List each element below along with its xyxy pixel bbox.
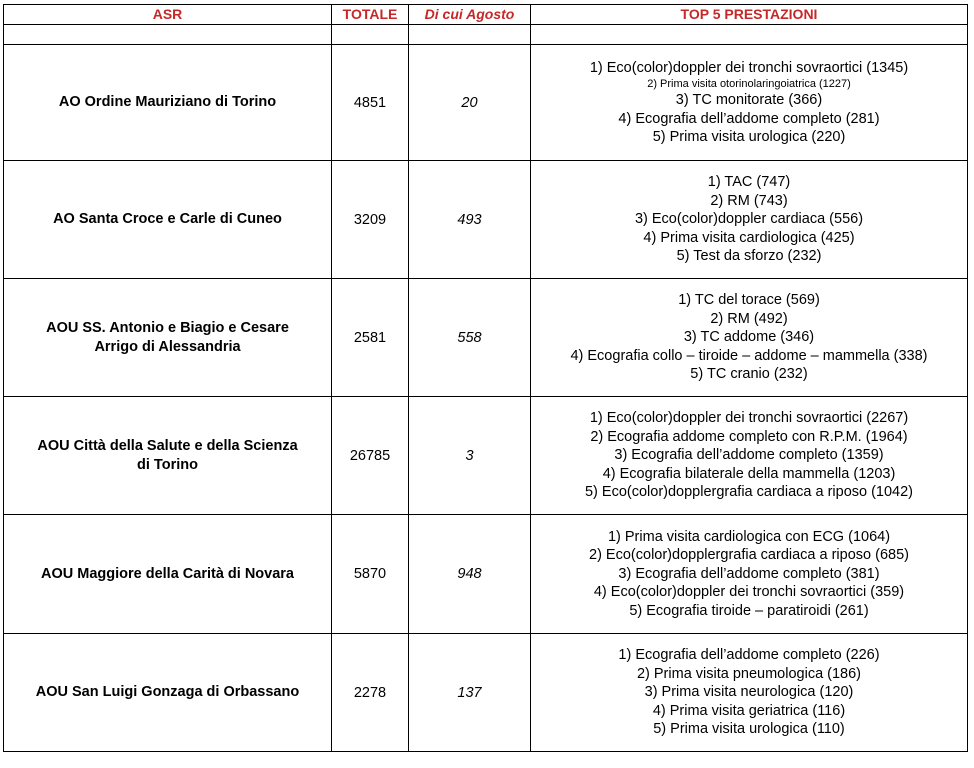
- asr-name-cell: [4, 45, 332, 161]
- asr-name-line: AOU SS. Antonio e Biagio e Cesare: [46, 319, 289, 336]
- top5-cell: [531, 515, 968, 634]
- header-asr: ASR: [4, 5, 332, 25]
- top5-cell: [531, 279, 968, 397]
- spacer-cell: [531, 25, 968, 45]
- prestazione-item: 4) Ecografia bilaterale della mammella (1203): [602, 465, 896, 482]
- prestazione-item: 1) TC del torace (569): [678, 292, 820, 309]
- prestazione-item: 5) Ecografia tiroide – paratiroidi (261): [629, 602, 869, 619]
- prestazione-item: 5) Eco(color)dopplergrafia cardiaca a riposo (1042): [584, 484, 914, 501]
- prestazione-item: 4) Prima visita geriatrica (116): [652, 702, 846, 719]
- spacer-cell: [409, 25, 531, 45]
- asr-name-cell: [4, 515, 332, 634]
- top5-cell: [531, 45, 968, 161]
- agosto-cell: 493: [409, 161, 531, 279]
- header-agosto: Di cui Agosto: [409, 5, 531, 25]
- spacer-cell: [4, 25, 332, 45]
- agosto-cell: 137: [409, 634, 531, 752]
- prestazione-item: 5) Prima visita urologica (110): [653, 721, 845, 738]
- asr-name-line: AO Santa Croce e Carle di Cuneo: [53, 211, 282, 227]
- asr-name-cell: [4, 634, 332, 752]
- prestazione-item: 1) Eco(color)doppler dei tronchi sovraortici (1345): [589, 59, 909, 76]
- prestazione-item: 3) Ecografia dell’addome completo (381): [618, 565, 880, 582]
- asr-table: [3, 4, 968, 752]
- prestazione-item: 1) Prima visita cardiologica con ECG (1064): [607, 528, 891, 545]
- agosto-cell: 20: [409, 45, 531, 161]
- prestazione-item: 1) Ecografia dell’addome completo (226): [618, 647, 880, 664]
- prestazione-item: 5) TC cranio (232): [690, 366, 808, 383]
- totale-cell: 2581: [332, 279, 409, 397]
- prestazione-item: 5) Test da sforzo (232): [676, 248, 822, 265]
- table-row: [4, 45, 968, 161]
- table-row: [4, 634, 968, 752]
- asr-name-line: AOU Città della Salute e della Scienza: [37, 437, 298, 454]
- asr-name-line: AO Ordine Mauriziano di Torino: [58, 94, 277, 110]
- totale-cell: 3209: [332, 161, 409, 279]
- asr-name-line: di Torino: [137, 456, 198, 473]
- totale-cell: 5870: [332, 515, 409, 634]
- header-top5: TOP 5 PRESTAZIONI: [531, 5, 968, 25]
- prestazione-item: 4) Ecografia collo – tiroide – addome – mammella (338): [570, 347, 928, 364]
- table-row: [4, 279, 968, 397]
- prestazione-item: 1) Eco(color)doppler dei tronchi sovraortici (2267): [589, 410, 909, 427]
- prestazione-item: 3) Prima visita neurologica (120): [644, 684, 854, 701]
- asr-name-line: AOU Maggiore della Carità di Novara: [40, 565, 294, 582]
- prestazione-item: 3) Eco(color)doppler cardiaca (556): [634, 211, 864, 228]
- header-totale: TOTALE: [332, 5, 409, 25]
- asr-name-cell: [4, 397, 332, 515]
- table-row: [4, 161, 968, 279]
- spacer-cell: [332, 25, 409, 45]
- table-row: [4, 515, 968, 634]
- header-row: [4, 5, 968, 25]
- agosto-cell: 948: [409, 515, 531, 634]
- asr-name-cell: [4, 161, 332, 279]
- prestazione-item: 2) Eco(color)dopplergrafia cardiaca a riposo (685): [589, 547, 909, 564]
- prestazione-item: 1) TAC (747): [707, 174, 791, 191]
- agosto-cell: 558: [409, 279, 531, 397]
- asr-name-line: Arrigo di Alessandria: [94, 338, 241, 355]
- table-body: [4, 25, 968, 752]
- prestazione-item: 2) RM (743): [710, 192, 788, 209]
- prestazione-item: 4) Prima visita cardiologica (425): [643, 229, 855, 246]
- top5-cell: [531, 397, 968, 515]
- prestazione-item: 2) RM (492): [710, 310, 788, 327]
- asr-name-line: AOU San Luigi Gonzaga di Orbassano: [35, 684, 300, 700]
- totale-cell: 4851: [332, 45, 409, 161]
- asr-name-cell: [4, 279, 332, 397]
- prestazione-item: 2) Prima visita otorinolaringoiatrica (1227): [647, 78, 851, 90]
- table-header: [4, 5, 968, 25]
- spacer-row: [4, 25, 968, 45]
- totale-cell: 2278: [332, 634, 409, 752]
- prestazione-item: 3) Ecografia dell’addome completo (1359): [614, 447, 884, 464]
- prestazione-item: 3) TC addome (346): [683, 329, 815, 346]
- prestazione-item: 2) Prima visita pneumologica (186): [636, 665, 862, 682]
- prestazione-item: 3) TC monitorate (366): [675, 92, 823, 108]
- top5-cell: [531, 634, 968, 752]
- prestazione-item: 2) Ecografia addome completo con R.P.M. (1964): [590, 428, 908, 445]
- totale-cell: 26785: [332, 397, 409, 515]
- agosto-cell: 3: [409, 397, 531, 515]
- top5-cell: [531, 161, 968, 279]
- prestazione-item: 4) Ecografia dell’addome completo (281): [618, 110, 880, 127]
- prestazione-item: 4) Eco(color)doppler dei tronchi sovraortici (359): [593, 584, 905, 601]
- prestazione-item: 5) Prima visita urologica (220): [652, 129, 846, 145]
- table-row: [4, 397, 968, 515]
